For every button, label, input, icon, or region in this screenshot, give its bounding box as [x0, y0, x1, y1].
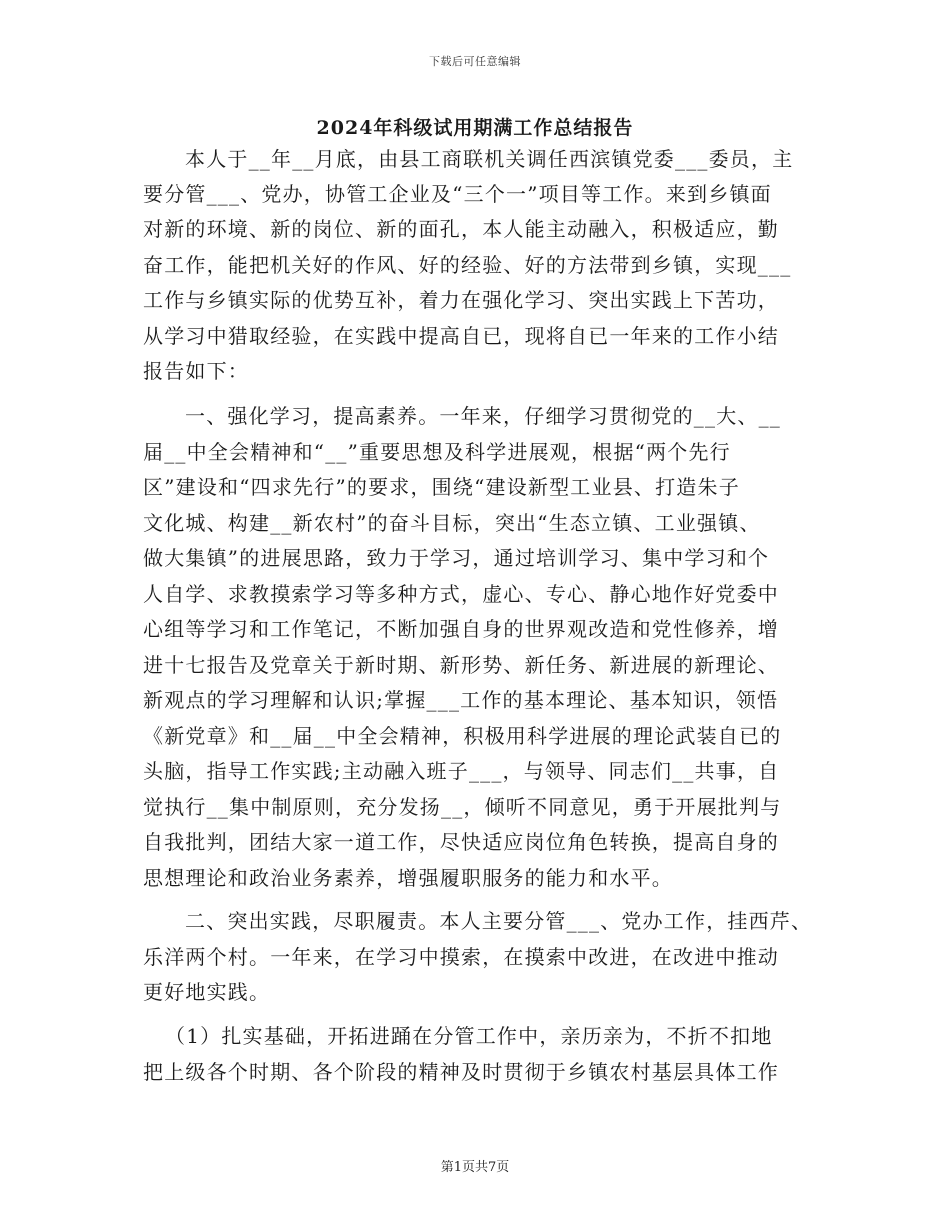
text-line: 头脑，指导工作实践;主动融入班子___，与领导、同志们__共事，自: [143, 759, 780, 783]
text-line: 进十七报告及党章关于新时期、新形势、新任务、新进展的新理论、: [143, 653, 779, 677]
text-line: （1）扎实基础，开拓进踊在分管工作中，亲历亲为，不折不扣地: [165, 1024, 773, 1048]
text-line: 《新党章》和__届__中全会精神，积极用科学进展的理论武装自已的: [143, 724, 782, 748]
text-line: 自我批判，团结大家一道工作，尽快适应岗位角色转换，提高自身的: [143, 830, 779, 854]
text-line: 届__中全会精神和“__”重要思想及科学进展观，根据“两个先行: [143, 440, 731, 464]
text-line: 奋工作，能把机关好的作风、好的经验、好的方法带到乡镇，实现___: [143, 253, 792, 277]
header-note: 下载后可任意编辑: [429, 55, 521, 68]
text-line: 乐洋两个村。一年来，在学习中摸索，在摸索中改进，在改进中推动: [143, 945, 779, 969]
text-line: 二、突出实践，尽职履责。本人主要分管___、党办工作，挂西芹、: [185, 909, 813, 933]
text-line: 工作与乡镇实际的优势互补，着力在强化学习、突出实践上下苦功，: [143, 288, 779, 312]
text-line: 区”建设和“四求先行”的要求，围绕“建设新型工业县、打造朱子: [143, 475, 740, 499]
text-line: 觉执行__集中制原则，充分发扬__，倾听不同意见，勇于开展批判与: [143, 795, 782, 819]
document-title: 2024年科级试用期满工作总结报告: [316, 117, 634, 139]
text-line: 新观点的学习理解和认识;掌握___工作的基本理论、基本知识，领悟: [143, 688, 779, 712]
text-line: 从学习中猎取经验，在实践中提高自已，现将自已一年来的工作小结: [143, 324, 779, 348]
text-line: 做大集镇”的进展思路，致力于学习，通过培训学习、集中学习和个: [143, 546, 770, 570]
text-line: 对新的环境、新的岗位、新的面孔，本人能主动融入，积极适应，勤: [143, 217, 779, 241]
text-line: 心组等学习和工作笔记，不断加强自身的世界观改造和党性修养，增: [143, 617, 779, 641]
text-line: 要分管___、党办，协管工企业及“三个一”项目等工作。来到乡镇面: [143, 182, 772, 206]
text-line: 文化城、构建__新农村”的奋斗目标，突出“生态立镇、工业强镇、: [143, 511, 761, 535]
text-line: 本人于__年__月底，由县工商联机关调任西滨镇党委___委员，主: [185, 147, 794, 171]
text-line: 思想理论和政治业务素养，增强履职服务的能力和水平。: [143, 866, 673, 890]
text-line: 把上级各个时期、各个阶段的精神及时贯彻于乡镇农村基层具体工作: [143, 1060, 779, 1084]
text-line: 人自学、求教摸索学习等多种方式，虚心、专心、静心地作好党委中: [143, 582, 779, 606]
text-line: 报告如下：: [143, 359, 249, 383]
text-line: 一、强化学习，提高素养。一年来，仔细学习贯彻党的__大、__: [185, 404, 781, 428]
page-number: 第1页共7页: [440, 1160, 510, 1175]
text-line: 更好地实践。: [143, 980, 271, 1004]
